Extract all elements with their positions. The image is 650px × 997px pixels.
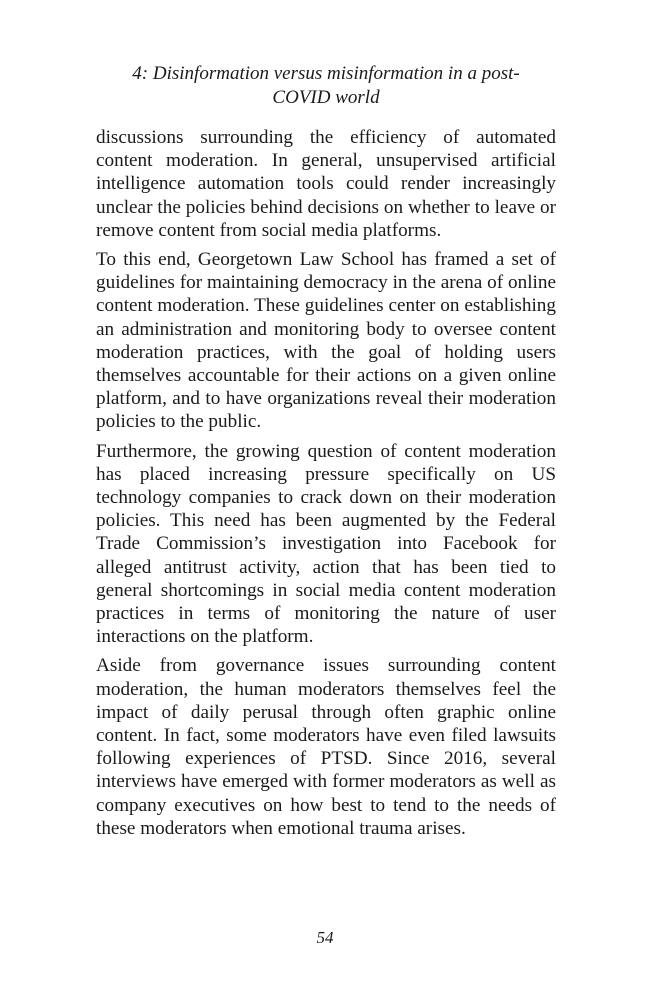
body-text bbox=[96, 126, 556, 846]
running-header-line-1: 4: Disinformation versus misinformation in a post- bbox=[132, 63, 520, 84]
paragraph-1: discussions surrounding the efficiency of automated content moderation. In general, unsupervised artificial intelligence automation tools could render increasingly unclear the policies behind decisions on whether to leave or remove content from social media platforms. bbox=[96, 127, 556, 241]
paragraph-2: To this end, Georgetown Law School has framed a set of guidelines for maintaining democracy in the arena of online content moderation. These guidelines center on establishing an administration and monitoring body to oversee content moderation practices, with the goal of holding users themselves accountable for their actions on a given online platform, and to have organizations reveal their moderation policies to the public. bbox=[96, 249, 556, 433]
running-header-line-2: COVID world bbox=[272, 87, 380, 108]
page-number: 54 bbox=[316, 928, 334, 947]
paragraph-3: Furthermore, the growing question of content moderation has placed increasing pressure specifically on US technology companies to crack down on their moderation policies. This need has been augmented by the Federal Trade Commission’s investigation into Facebook for alleged antitrust activity, action that has been tied to general shortcomings in social media content moderation practices in terms of monitoring the nature of user interactions on the platform. bbox=[96, 440, 556, 648]
paragraph-4: Aside from governance issues surrounding content moderation, the human moderators themselves feel the impact of daily perusal through often graphic online content. In fact, some moderators have even filed lawsuits following experiences of PTSD. Since 2016, several interviews have emerged with former moderators as well as company executives on how best to tend to the needs of these moderators when emotional trauma arises. bbox=[96, 655, 556, 839]
running-header bbox=[96, 62, 556, 110]
